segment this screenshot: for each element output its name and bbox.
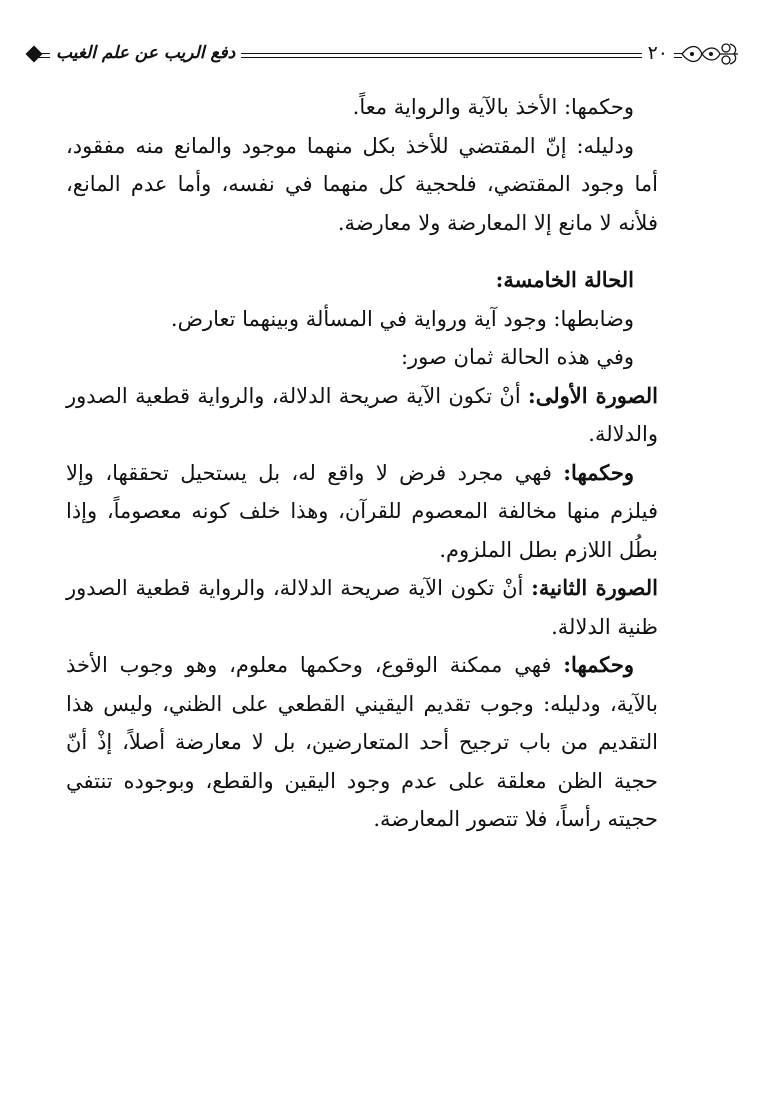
- criterion-paragraph: وضابطها: وجود آية ورواية في المسألة وبينهما تعارض.: [170, 306, 634, 331]
- case-one-paragraph: [66, 377, 658, 454]
- running-title: دفع الريب عن علم الغيب: [50, 38, 241, 68]
- ruling-text: فهي مجرد فرض لا واقع له، بل يستحيل تحققها، وإلا فيلزم منها مخالفة المعصوم للقرآن، وهذا خلف كونه معصوماً، وإذا بطُل اللازم بطل الملزوم.: [66, 460, 658, 562]
- section-heading: الحالة الخامسة:: [495, 267, 634, 292]
- body-text: [66, 88, 658, 839]
- diamond-ornament-icon: [26, 46, 43, 63]
- ruling-label: وحكمها:: [563, 652, 634, 677]
- case-one-label: الصورة الأولى:: [528, 382, 659, 408]
- case-two-label: الصورة الثانية:: [531, 575, 658, 600]
- evidence-paragraph: ودليله: إنّ المقتضي للأخذ بكل منهما موجود والمانع منه مفقود، أما وجود المقتضي، فلحجية كل منهما في نفسه، وأما عدم المانع، فلأنه لا مانع إلا المعارضة ولا معارضة.: [66, 133, 658, 235]
- case-two-text: أنْ تكون الآية صريحة الدلالة، والرواية قطعية الصدور ظنية الدلالة.: [66, 576, 658, 639]
- ruling-paragraph: وحكمها: الأخذ بالآية والرواية معاً.: [352, 95, 634, 119]
- page-header: [28, 38, 740, 70]
- cases-intro: وفي هذه الحالة ثمان صور:: [400, 345, 634, 369]
- case-one-text: أنْ تكون الآية صريحة الدلالة، والرواية قطعية الصدور والدلالة.: [66, 383, 658, 446]
- ruling-text: فهي ممكنة الوقوع، وحكمها معلوم، وهو وجوب الأخذ بالآية، ودليله: وجوب تقديم اليقيني القطعي على الظني، وليس هذا التقديم من باب ترجيح أحد المتعارضين، بل لا معارضة أصلاً، إذْ أنّ حجية الظن معلقة على عدم وجود اليقين والقطع، وبوجوده تنتفي حجيته رأساً، فلا تتصور المعارضة.: [66, 653, 658, 831]
- case-two-paragraph: [66, 569, 658, 646]
- floral-ornament-icon: [680, 38, 740, 70]
- page-number: ٢٠: [642, 38, 674, 68]
- case-two-ruling: [66, 646, 658, 839]
- ruling-label: وحكمها:: [563, 459, 634, 485]
- case-one-ruling: [66, 454, 658, 570]
